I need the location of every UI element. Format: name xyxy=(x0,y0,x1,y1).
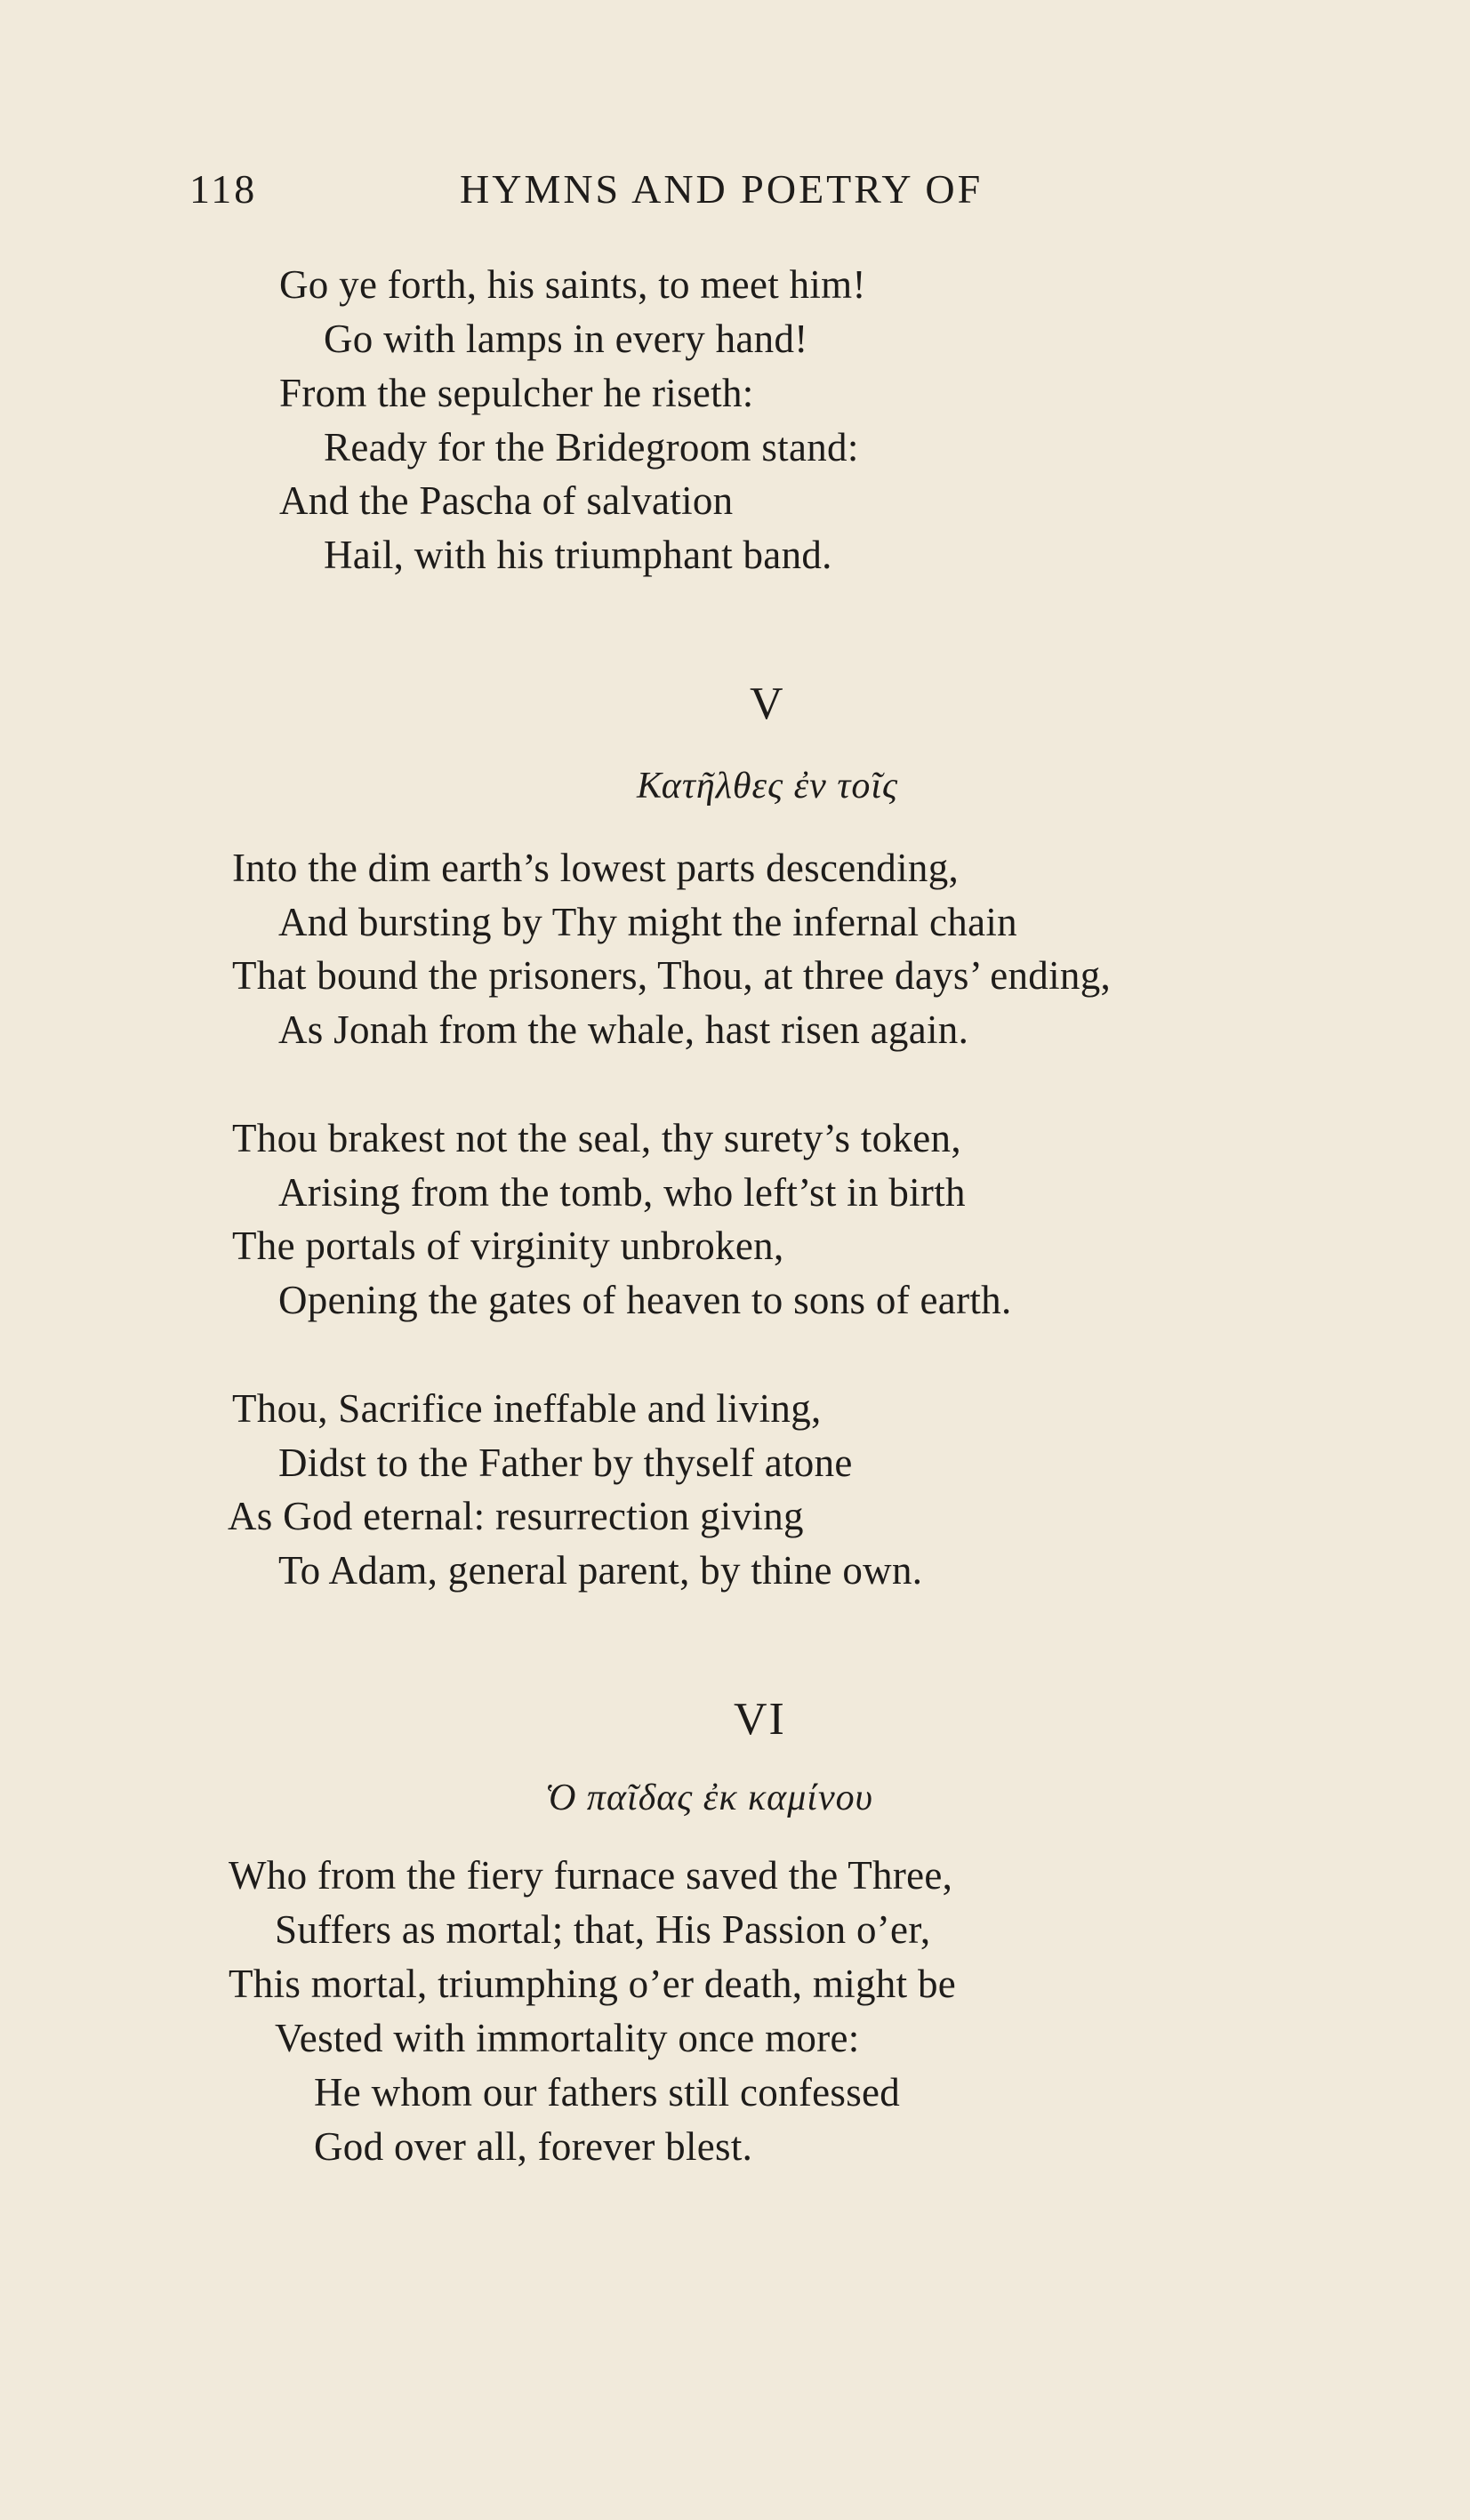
poem-line: This mortal, triumphing o’er death, might be xyxy=(229,1962,957,2006)
page-header xyxy=(189,165,1114,219)
poem-line: To Adam, general parent, by thine own. xyxy=(278,1548,923,1593)
page-number: 118 xyxy=(189,166,258,212)
greek-incipit-vi: Ὁ παῖδας ἐκ καμίνου xyxy=(545,1778,873,1818)
poem-line: Didst to the Father by thyself atone xyxy=(278,1441,853,1485)
poem-line: The portals of virginity unbroken, xyxy=(232,1224,784,1268)
poem-line: Arising from the tomb, who left’st in birth xyxy=(278,1170,966,1215)
poem-line: God over all, forever blest. xyxy=(314,2124,753,2169)
poem-line: Vested with immortality once more: xyxy=(275,2016,860,2060)
poem-line: Suffers as mortal; that, His Passion o’er, xyxy=(275,1907,931,1952)
poem-line: Thou, Sacrifice ineffable and living, xyxy=(232,1386,822,1431)
poem-line: Thou brakest not the seal, thy surety’s token, xyxy=(232,1116,961,1160)
poem-line: Hail, with his triumphant band. xyxy=(324,533,832,577)
poem-line: Go with lamps in every hand! xyxy=(324,317,808,361)
running-title: HYMNS AND POETRY OF xyxy=(460,166,984,212)
poem-line: Ready for the Bridegroom stand: xyxy=(324,425,859,469)
poem-line: And the Pascha of salvation xyxy=(279,478,734,523)
poem-line: As Jonah from the whale, hast risen again. xyxy=(278,1007,969,1052)
poem-line: Who from the fiery furnace saved the Three, xyxy=(229,1853,953,1898)
poem-line: Go ye forth, his saints, to meet him! xyxy=(279,262,866,307)
poem-line: And bursting by Thy might the infernal chain xyxy=(278,900,1017,944)
poem-line: Into the dim earth’s lowest parts descending, xyxy=(232,846,960,890)
poem-line: As God eternal: resurrection giving xyxy=(228,1494,804,1538)
poem-line: Opening the gates of heaven to sons of earth. xyxy=(278,1278,1012,1322)
greek-incipit-v: Κατῆλθες ἐν τοῖς xyxy=(637,766,899,807)
section-number-v: V xyxy=(750,678,785,729)
poem-line: That bound the prisoners, Thou, at three days’ ending, xyxy=(232,953,1112,998)
poem-line: From the sepulcher he riseth: xyxy=(279,371,754,415)
poem-line: He whom our fathers still confessed xyxy=(314,2070,901,2115)
section-number-vi: VI xyxy=(734,1694,786,1745)
